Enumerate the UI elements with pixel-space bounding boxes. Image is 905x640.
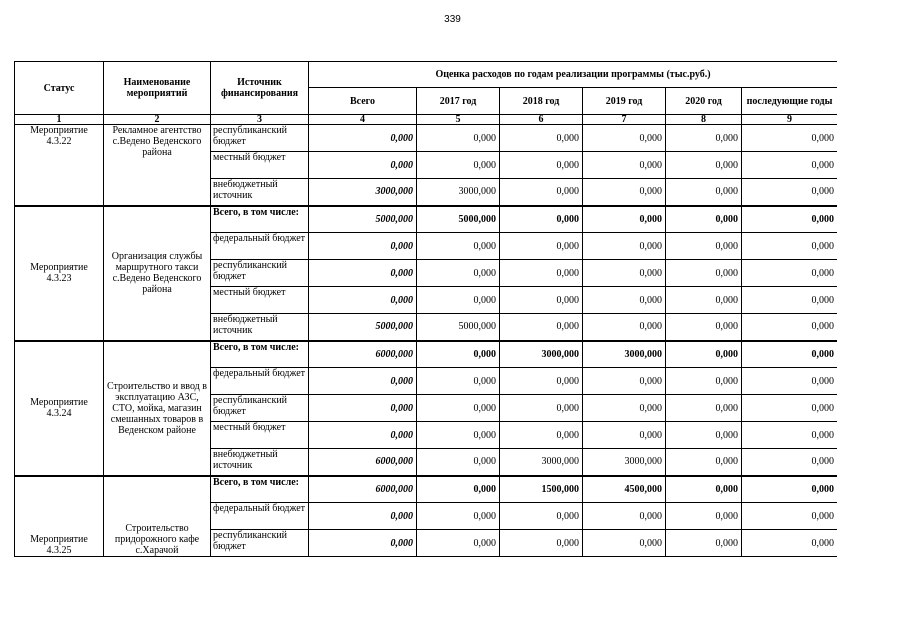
- value-year: 0,000: [500, 368, 583, 395]
- value-year: 5000,000: [417, 314, 500, 341]
- header-later: последующие годы: [742, 88, 838, 115]
- funding-source: федеральный бюджет: [211, 503, 309, 530]
- value-total: 6000,000: [309, 476, 417, 503]
- funding-source: внебюджетный источник: [211, 449, 309, 476]
- value-year: 0,000: [666, 395, 742, 422]
- value-year: 0,000: [666, 206, 742, 233]
- page-number: 339: [444, 14, 461, 25]
- column-number: 9: [742, 115, 838, 125]
- value-year: 0,000: [417, 287, 500, 314]
- header-2017: 2017 год: [417, 88, 500, 115]
- value-year: 0,000: [500, 422, 583, 449]
- funding-source: Всего, в том числе:: [211, 476, 309, 503]
- column-number: 6: [500, 115, 583, 125]
- event-status: Мероприятие 4.3.23: [15, 206, 104, 341]
- value-year: 0,000: [742, 179, 838, 206]
- value-year: 0,000: [500, 233, 583, 260]
- event-name: Строительство и ввод в эксплуатацию АЗС, СТО, мойка, магазин смешанных товаров в Веденском районе: [104, 341, 211, 476]
- value-year: 3000,000: [500, 341, 583, 368]
- value-year: 0,000: [500, 260, 583, 287]
- value-year: 0,000: [417, 449, 500, 476]
- value-year: 0,000: [500, 125, 583, 152]
- value-year: 0,000: [583, 233, 666, 260]
- value-year: 4500,000: [583, 476, 666, 503]
- event-status: Мероприятие 4.3.24: [15, 341, 104, 476]
- value-total: 0,000: [309, 287, 417, 314]
- header-2019: 2019 год: [583, 88, 666, 115]
- value-year: 0,000: [666, 152, 742, 179]
- value-year: 0,000: [417, 503, 500, 530]
- value-total: 0,000: [309, 530, 417, 557]
- funding-source: республиканский бюджет: [211, 530, 309, 557]
- value-year: 0,000: [742, 233, 838, 260]
- value-year: 0,000: [500, 287, 583, 314]
- value-year: 0,000: [742, 314, 838, 341]
- value-year: 3000,000: [583, 449, 666, 476]
- column-numbers-row: [15, 115, 838, 125]
- expenses-table-container: [14, 61, 837, 586]
- value-year: 0,000: [583, 530, 666, 557]
- funding-source: федеральный бюджет: [211, 233, 309, 260]
- column-number: 3: [211, 115, 309, 125]
- expenses-table: [14, 61, 837, 557]
- funding-source: местный бюджет: [211, 152, 309, 179]
- value-year: 1500,000: [500, 476, 583, 503]
- table-row: [15, 125, 838, 152]
- value-year: 0,000: [500, 395, 583, 422]
- value-total: 5000,000: [309, 314, 417, 341]
- value-year: 0,000: [583, 422, 666, 449]
- value-total: 0,000: [309, 503, 417, 530]
- value-year: 0,000: [666, 530, 742, 557]
- value-year: 3000,000: [417, 179, 500, 206]
- value-year: 0,000: [666, 341, 742, 368]
- value-year: 0,000: [666, 449, 742, 476]
- value-year: 0,000: [666, 503, 742, 530]
- value-year: 3000,000: [583, 341, 666, 368]
- value-year: 0,000: [742, 287, 838, 314]
- funding-source: внебюджетный источник: [211, 314, 309, 341]
- value-total: 0,000: [309, 125, 417, 152]
- value-year: 0,000: [583, 125, 666, 152]
- value-total: 0,000: [309, 260, 417, 287]
- value-year: 0,000: [583, 314, 666, 341]
- value-year: 0,000: [666, 287, 742, 314]
- funding-source: местный бюджет: [211, 287, 309, 314]
- value-year: 0,000: [742, 260, 838, 287]
- funding-source: Всего, в том числе:: [211, 341, 309, 368]
- value-year: 0,000: [666, 179, 742, 206]
- column-number: 2: [104, 115, 211, 125]
- value-year: 5000,000: [417, 206, 500, 233]
- value-year: 0,000: [500, 314, 583, 341]
- value-year: 0,000: [742, 341, 838, 368]
- value-year: 0,000: [500, 503, 583, 530]
- table-row: [15, 476, 838, 503]
- funding-source: Всего, в том числе:: [211, 206, 309, 233]
- funding-source: федеральный бюджет: [211, 368, 309, 395]
- value-total: 3000,000: [309, 179, 417, 206]
- event-status: Мероприятие 4.3.22: [15, 125, 104, 206]
- value-year: 0,000: [583, 503, 666, 530]
- value-year: 0,000: [583, 260, 666, 287]
- value-year: 0,000: [583, 152, 666, 179]
- header-estimate: Оценка расходов по годам реализации программы (тыс.руб.): [309, 62, 838, 88]
- value-year: 0,000: [742, 206, 838, 233]
- value-year: 0,000: [666, 125, 742, 152]
- value-year: 0,000: [742, 449, 838, 476]
- funding-source: республиканский бюджет: [211, 260, 309, 287]
- event-status: Мероприятие 4.3.25: [15, 476, 104, 557]
- column-number: 5: [417, 115, 500, 125]
- value-year: 0,000: [583, 368, 666, 395]
- value-year: 3000,000: [500, 449, 583, 476]
- value-year: 0,000: [583, 395, 666, 422]
- event-name: Рекламное агентство с.Ведено Веденского района: [104, 125, 211, 206]
- column-number: 4: [309, 115, 417, 125]
- value-year: 0,000: [500, 206, 583, 233]
- event-name: Строительство придорожного кафе с.Харачой: [104, 476, 211, 557]
- value-year: 0,000: [742, 125, 838, 152]
- value-year: 0,000: [742, 395, 838, 422]
- value-year: 0,000: [666, 260, 742, 287]
- value-total: 5000,000: [309, 206, 417, 233]
- value-total: 0,000: [309, 422, 417, 449]
- column-number: 8: [666, 115, 742, 125]
- value-year: 0,000: [500, 179, 583, 206]
- value-year: 0,000: [417, 368, 500, 395]
- header-2018: 2018 год: [500, 88, 583, 115]
- value-year: 0,000: [742, 476, 838, 503]
- event-name: Организация службы маршрутного такси с.Ведено Веденского района: [104, 206, 211, 341]
- table-row: [15, 341, 838, 368]
- value-year: 0,000: [742, 530, 838, 557]
- value-year: 0,000: [666, 314, 742, 341]
- table-header: [15, 62, 838, 125]
- header-source: Источник финансирования: [211, 62, 309, 115]
- value-year: 0,000: [666, 422, 742, 449]
- value-total: 0,000: [309, 395, 417, 422]
- value-year: 0,000: [500, 530, 583, 557]
- header-name: Наименование мероприятий: [104, 62, 211, 115]
- header-status: Статус: [15, 62, 104, 115]
- value-year: 0,000: [417, 422, 500, 449]
- funding-source: республиканский бюджет: [211, 125, 309, 152]
- table-row: [15, 206, 838, 233]
- value-year: 0,000: [417, 125, 500, 152]
- value-year: 0,000: [417, 341, 500, 368]
- value-year: 0,000: [583, 179, 666, 206]
- value-total: 0,000: [309, 152, 417, 179]
- column-number: 7: [583, 115, 666, 125]
- value-total: 6000,000: [309, 341, 417, 368]
- value-year: 0,000: [417, 233, 500, 260]
- value-year: 0,000: [666, 476, 742, 503]
- value-year: 0,000: [666, 368, 742, 395]
- value-year: 0,000: [742, 368, 838, 395]
- value-year: 0,000: [666, 233, 742, 260]
- table-body: [15, 125, 838, 557]
- funding-source: внебюджетный источник: [211, 179, 309, 206]
- value-year: 0,000: [417, 530, 500, 557]
- funding-source: республиканский бюджет: [211, 395, 309, 422]
- column-number: 1: [15, 115, 104, 125]
- value-total: 0,000: [309, 368, 417, 395]
- value-year: 0,000: [417, 476, 500, 503]
- funding-source: местный бюджет: [211, 422, 309, 449]
- value-total: 0,000: [309, 233, 417, 260]
- value-year: 0,000: [583, 287, 666, 314]
- value-year: 0,000: [417, 152, 500, 179]
- value-year: 0,000: [500, 152, 583, 179]
- header-total: Всего: [309, 88, 417, 115]
- value-total: 6000,000: [309, 449, 417, 476]
- value-year: 0,000: [742, 422, 838, 449]
- value-year: 0,000: [583, 206, 666, 233]
- value-year: 0,000: [417, 260, 500, 287]
- value-year: 0,000: [417, 395, 500, 422]
- header-2020: 2020 год: [666, 88, 742, 115]
- value-year: 0,000: [742, 152, 838, 179]
- value-year: 0,000: [742, 503, 838, 530]
